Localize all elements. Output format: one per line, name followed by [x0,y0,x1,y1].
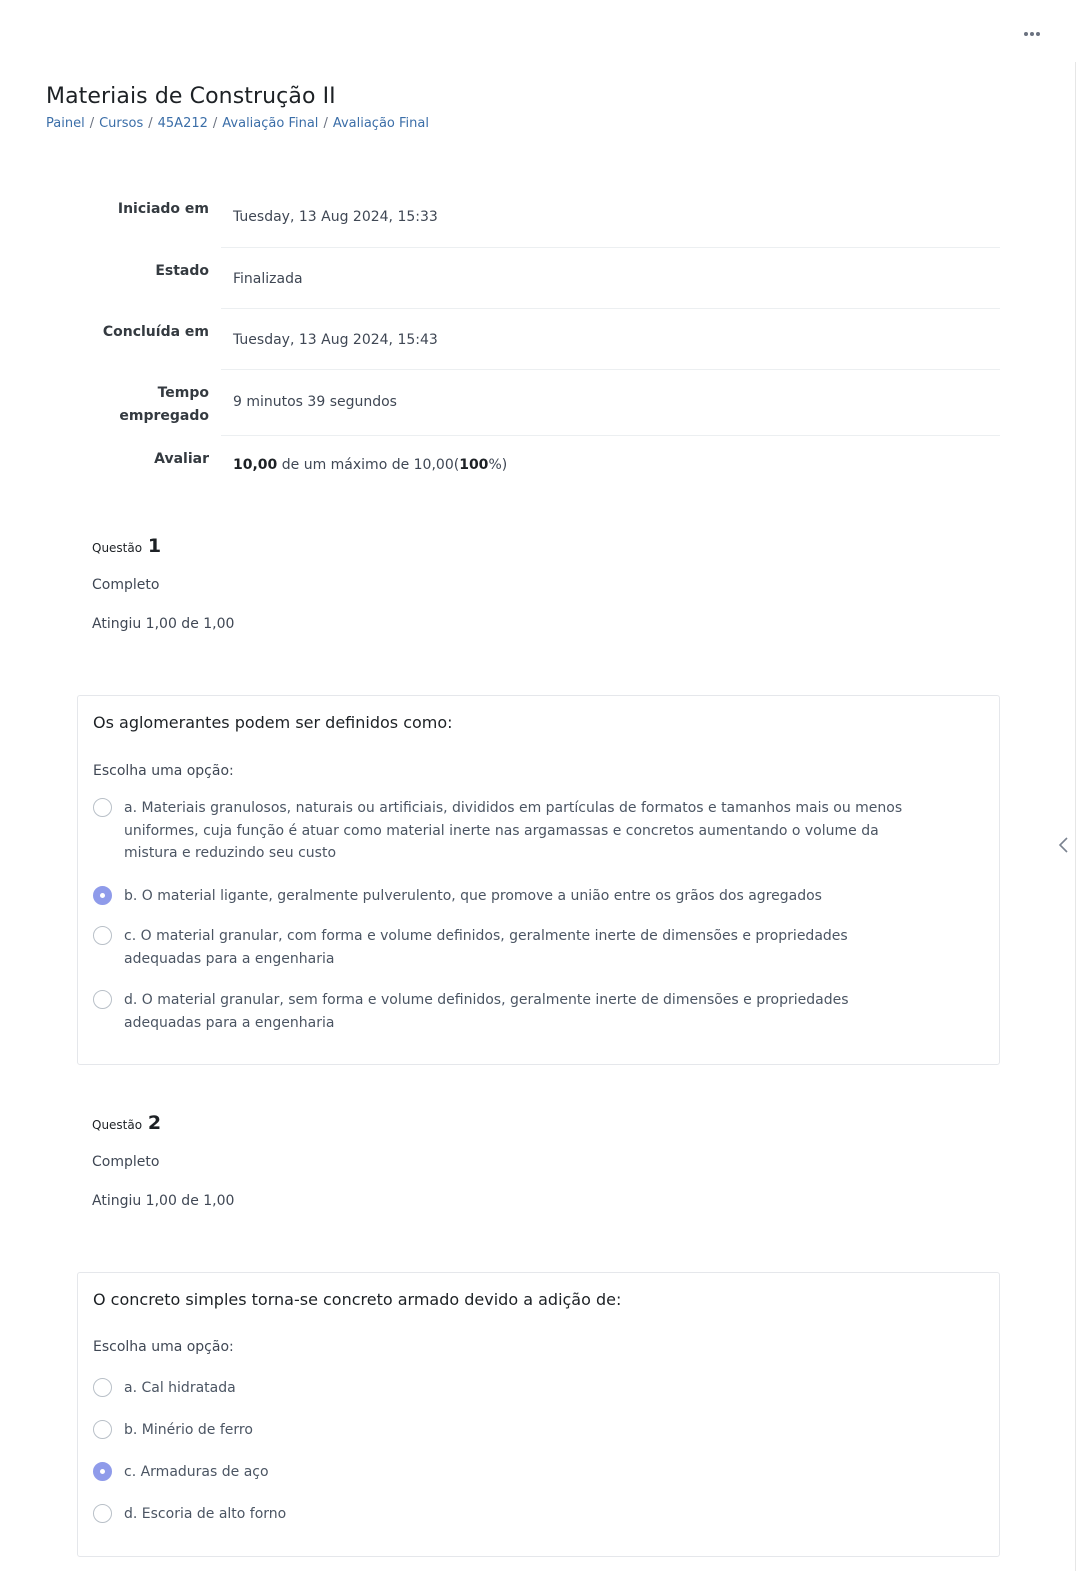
radio-button-selected[interactable] [93,886,112,905]
summary-row-state [46,248,1000,309]
question-grade: Atingiu 1,00 de 1,00 [92,1193,235,1209]
question-2-content [77,1272,1000,1557]
radio-button[interactable] [93,926,112,945]
question-text: O concreto simples torna-se concreto armado devido a adição de: [93,1290,622,1309]
grade-percent-close: %) [488,457,508,473]
state-label: Estado [155,263,209,279]
drawer-divider [1075,62,1076,1571]
grade-label: Avaliar [154,451,209,467]
breadcrumb-separator: / [89,116,95,131]
question-state: Completo [92,577,160,593]
page-title: Materiais de Construção II [46,84,336,109]
time-taken-label [46,370,209,436]
radio-button[interactable] [93,990,112,1009]
more-options-icon[interactable] [1024,28,1042,40]
completed-label: Concluída em [102,324,209,340]
question-grade: Atingiu 1,00 de 1,00 [92,616,235,632]
started-label: Iniciado em [117,201,209,217]
radio-button[interactable] [93,798,112,817]
answer-option-label: c. Armaduras de aço [124,1464,269,1480]
summary-row-started [46,186,1000,248]
completed-value: Tuesday, 13 Aug 2024, 15:43 [221,309,1000,370]
answer-prompt: Escolha uma opção: [93,1339,234,1355]
question-number-value: 1 [147,535,162,557]
grade-max-text: de um máximo de 10,00( [277,457,460,473]
grade-percent: 100 [459,457,489,473]
dot [1024,32,1028,36]
question-number [92,535,234,557]
breadcrumb-painel[interactable]: Painel [46,116,85,131]
answer-option-label: d. Escoria de alto forno [124,1506,287,1522]
breadcrumb-separator: / [212,116,218,131]
answer-option-label: a. Materiais granulosos, naturais ou artificiais, divididos em partículas de formatos e tamanhos mais ou menos uniformes, cuja função é atuar como material inerte nas argamassas e concretos aumentando o volume da mistura e reduzindo seu custo [124,800,903,861]
summary-row-grade [46,436,1000,496]
question-label: Questão [92,541,143,555]
question-number [92,1112,234,1134]
answer-option-label: d. O material granular, sem forma e volume definidos, geralmente inerte de dimensões e propriedades adequadas para a engenharia [124,992,849,1031]
summary-row-time-taken [46,370,1000,436]
grade-value [221,436,1000,496]
summary-row-completed [46,309,1000,370]
breadcrumb-quiz[interactable]: Avaliação Final [332,116,429,131]
grade-score: 10,00 [233,457,278,473]
question-state: Completo [92,1154,160,1170]
breadcrumb-separator: / [148,116,153,131]
answer-prompt: Escolha uma opção: [93,763,234,779]
question-2-info [92,1112,234,1209]
breadcrumb [46,116,429,131]
breadcrumb-separator: / [323,116,328,131]
breadcrumb-section[interactable]: Avaliação Final [222,116,319,131]
question-1-content [77,695,1000,1065]
question-label: Questão [92,1118,143,1132]
answer-option-label: b. O material ligante, geralmente pulverulento, que promove a união entre os grãos dos agregados [124,888,822,904]
state-value: Finalizada [221,248,1000,309]
radio-button[interactable] [93,1420,112,1439]
answer-option-label: b. Minério de ferro [124,1422,253,1438]
time-taken-label-line2: empregado [119,408,209,424]
attempt-summary-table [46,186,1000,496]
question-1-info [92,535,234,632]
breadcrumb-cursos[interactable]: Cursos [99,116,144,131]
breadcrumb-course-code[interactable]: 45A212 [157,116,208,131]
chevron-left-icon[interactable] [1056,836,1072,854]
time-taken-label-line1: Tempo [157,385,209,401]
question-number-value: 2 [147,1112,162,1134]
radio-button[interactable] [93,1504,112,1523]
answer-option-label: a. Cal hidratada [124,1380,236,1396]
question-text: Os aglomerantes podem ser definidos como: [93,713,453,732]
dot [1030,32,1034,36]
dot [1036,32,1040,36]
time-taken-value: 9 minutos 39 segundos [221,370,1000,436]
answer-option-label: c. O material granular, com forma e volume definidos, geralmente inerte de dimensões e propriedades adequadas para a engenharia [124,928,848,967]
radio-button-selected[interactable] [93,1462,112,1481]
started-value: Tuesday, 13 Aug 2024, 15:33 [221,186,1000,248]
radio-button[interactable] [93,1378,112,1397]
